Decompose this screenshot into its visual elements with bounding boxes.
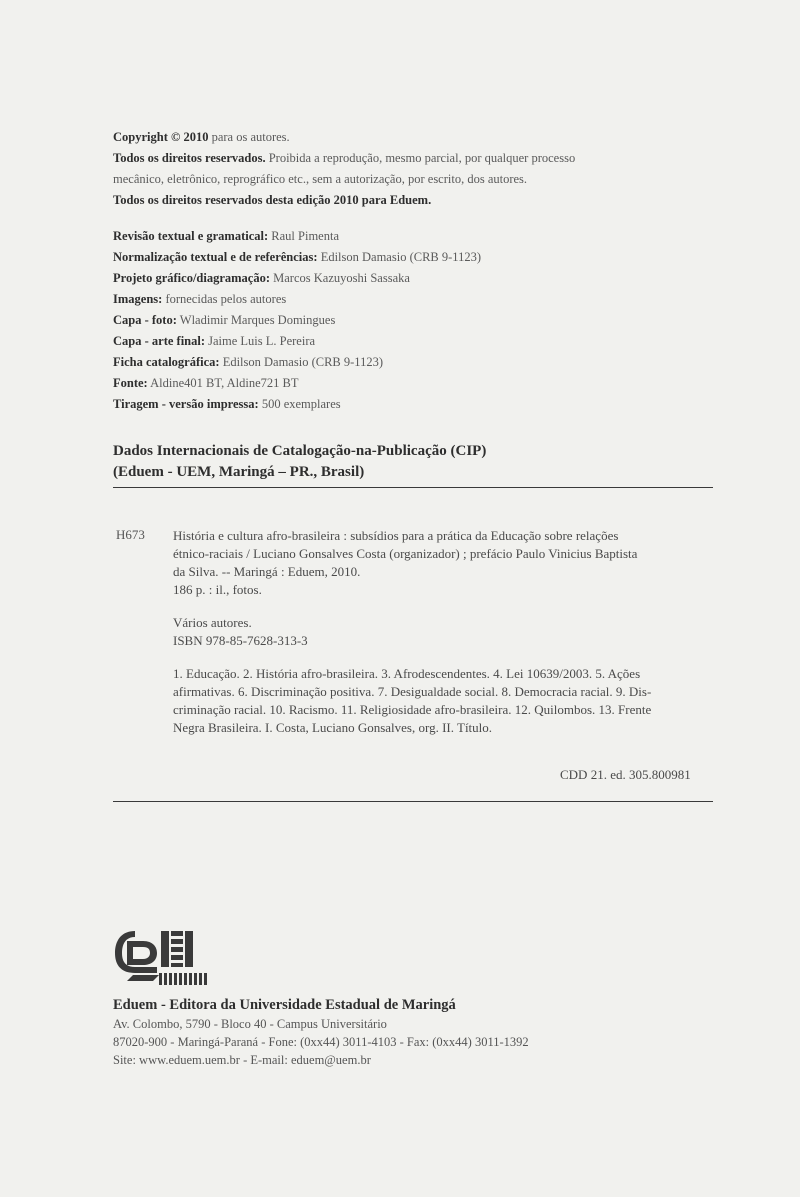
cip-title: Dados Internacionais de Catalogação-na-Publicação (CIP) xyxy=(113,443,487,459)
cip-bottom-rule xyxy=(113,801,713,802)
credit-value: Raul Pimenta xyxy=(268,229,339,243)
credit-value: Edilson Damasio (CRB 9-1123) xyxy=(317,250,481,264)
cdd-classification: CDD 21. ed. 305.800981 xyxy=(560,767,691,782)
publisher-contact: 87020-900 - Maringá-Paraná - Fone: (0xx44) 3011-4103 - Fax: (0xx44) 3011-1392 xyxy=(113,1035,529,1049)
copyright-owner: para os autores. xyxy=(208,130,290,144)
credit-label: Imagens: xyxy=(113,292,163,306)
catalog-desc-line: 186 p. : il., fotos. xyxy=(173,582,262,597)
credits-block xyxy=(113,226,713,415)
catalog-desc-line: da Silva. -- Maringá : Eduem, 2010. xyxy=(173,564,361,579)
publisher-name: Eduem - Editora da Universidade Estadual de Maringá xyxy=(113,997,456,1013)
catalog-description xyxy=(173,527,708,599)
credit-value: Edilson Damasio (CRB 9-1123) xyxy=(219,355,383,369)
credit-label: Fonte: xyxy=(113,376,148,390)
credit-value: Wladimir Marques Domingues xyxy=(176,313,336,327)
call-number: H673 xyxy=(116,527,145,542)
credit-label: Capa - foto: xyxy=(113,313,177,327)
cip-heading xyxy=(113,441,713,483)
catalog-notes xyxy=(173,614,708,650)
catalog-isbn: ISBN 978-85-7628-313-3 xyxy=(173,633,308,648)
credit-label: Ficha catalográfica: xyxy=(113,355,220,369)
copyright-block xyxy=(113,127,713,211)
credit-label: Projeto gráfico/diagramação: xyxy=(113,271,271,285)
catalog-subject-line: 1. Educação. 2. História afro-brasileira. 3. Afrodescendentes. 4. Lei 10639/2003. 5. Ações xyxy=(173,666,641,681)
credit-label: Capa - arte final: xyxy=(113,334,205,348)
credit-value: fornecidas pelos autores xyxy=(162,292,287,306)
catalog-subject-line: criminação racial. 10. Racismo. 11. Religiosidade afro-brasileira. 12. Quilombos. 13. Frente xyxy=(173,702,652,717)
eduem-logo-icon xyxy=(113,925,213,989)
catalog-subjects xyxy=(173,665,708,737)
copyright-label: Copyright © 2010 xyxy=(113,130,209,144)
cip-top-rule xyxy=(113,487,713,488)
credit-value: 500 exemplares xyxy=(258,397,341,411)
publisher-site: Site: www.eduem.uem.br - E-mail: eduem@uem.br xyxy=(113,1053,371,1067)
catalog-subject-line: afirmativas. 6. Discriminação positiva. 7. Desigualdade social. 8. Democracia racial. 9. Dis- xyxy=(173,684,652,699)
credit-label: Tiragem - versão impressa: xyxy=(113,397,259,411)
rights-label: Todos os direitos reservados. xyxy=(113,151,266,165)
edition-rights: Todos os direitos reservados desta edição 2010 para Eduem. xyxy=(113,193,432,207)
catalog-desc-line: étnico-raciais / Luciano Gonsalves Costa (organizador) ; prefácio Paulo Vinicius Baptista xyxy=(173,546,638,561)
credit-value: Jaime Luis L. Pereira xyxy=(205,334,316,348)
catalog-note: Vários autores. xyxy=(173,615,252,630)
catalog-desc-line: História e cultura afro-brasileira : subsídios para a prática da Educação sobre relações xyxy=(173,528,619,543)
rights-text: Proibida a reprodução, mesmo parcial, por qualquer processo xyxy=(265,151,576,165)
credit-label: Revisão textual e gramatical: xyxy=(113,229,269,243)
credit-label: Normalização textual e de referências: xyxy=(113,250,318,264)
cip-subtitle: (Eduem - UEM, Maringá – PR., Brasil) xyxy=(113,464,365,480)
credit-value: Marcos Kazuyoshi Sassaka xyxy=(270,271,410,285)
publisher-block xyxy=(113,995,713,1069)
catalog-subject-line: Negra Brasileira. I. Costa, Luciano Gonsalves, org. II. Título. xyxy=(173,720,493,735)
publisher-address: Av. Colombo, 5790 - Bloco 40 - Campus Universitário xyxy=(113,1017,387,1031)
credit-value: Aldine401 BT, Aldine721 BT xyxy=(147,376,299,390)
rights-text-cont: mecânico, eletrônico, reprográfico etc., sem a autorização, por escrito, dos autores. xyxy=(113,172,528,186)
